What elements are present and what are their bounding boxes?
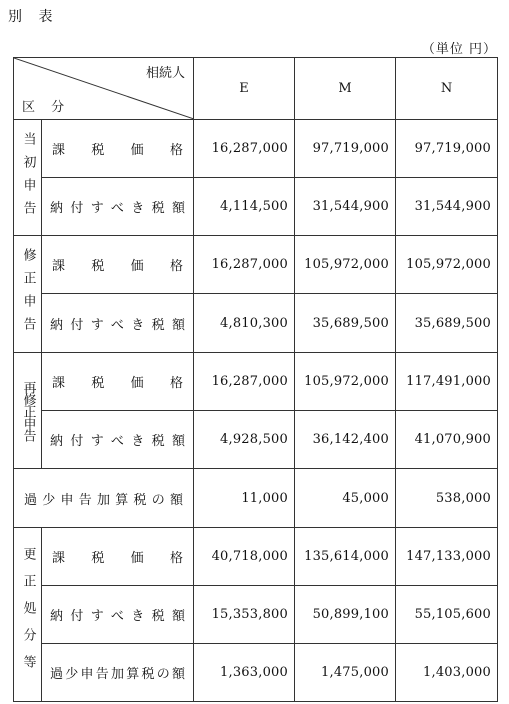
value-cell: 45,000 — [295, 469, 396, 528]
value-cell: 135,614,000 — [295, 528, 396, 586]
document-title: 別 表 — [8, 9, 59, 25]
row-item-label: 課 税 価 格 — [42, 236, 194, 294]
header-heir-label: 相続人 — [145, 66, 185, 81]
value-cell: 41,070,900 — [396, 411, 498, 469]
table-row — [14, 586, 498, 644]
value-cell: 31,544,900 — [396, 178, 498, 236]
row-item-label: 課 税 価 格 — [42, 353, 194, 411]
table-row — [14, 294, 498, 353]
tax-table — [13, 57, 498, 702]
value-cell: 117,491,000 — [396, 353, 498, 411]
value-cell: 4,114,500 — [194, 178, 295, 236]
category-initial-return: 当初申告 — [14, 120, 42, 236]
row-item-label: 過少申告加算税の額 — [14, 469, 194, 528]
row-item-label: 納付すべき税額 — [42, 586, 194, 644]
value-cell: 35,689,500 — [295, 294, 396, 353]
value-cell: 4,810,300 — [194, 294, 295, 353]
row-item-label: 納付すべき税額 — [42, 178, 194, 236]
header-corner-cell — [14, 58, 194, 120]
header-party-e: E — [194, 58, 295, 120]
value-cell: 1,363,000 — [194, 644, 295, 702]
value-cell: 16,287,000 — [194, 120, 295, 178]
table-row — [14, 528, 498, 586]
value-cell: 50,899,100 — [295, 586, 396, 644]
value-cell: 16,287,000 — [194, 353, 295, 411]
value-cell: 1,403,000 — [396, 644, 498, 702]
table-row — [14, 178, 498, 236]
value-cell: 1,475,000 — [295, 644, 396, 702]
category-amended-return: 修正申告 — [14, 236, 42, 353]
table-row — [14, 469, 498, 528]
row-item-label: 過少申告加算税の額 — [42, 644, 194, 702]
table-row — [14, 120, 498, 178]
table-row — [14, 236, 498, 294]
header-party-m: M — [295, 58, 396, 120]
value-cell: 40,718,000 — [194, 528, 295, 586]
header-row — [14, 58, 498, 120]
unit-note: （単位 円） — [421, 42, 497, 57]
value-cell: 97,719,000 — [396, 120, 498, 178]
value-cell: 105,972,000 — [396, 236, 498, 294]
value-cell: 97,719,000 — [295, 120, 396, 178]
value-cell: 35,689,500 — [396, 294, 498, 353]
category-correction: 更正処分等 — [14, 528, 42, 702]
value-cell: 105,972,000 — [295, 353, 396, 411]
value-cell: 16,287,000 — [194, 236, 295, 294]
value-cell: 31,544,900 — [295, 178, 396, 236]
header-category-label: 区 分 — [22, 100, 71, 115]
table-row — [14, 411, 498, 469]
value-cell: 15,353,800 — [194, 586, 295, 644]
header-party-n: N — [396, 58, 498, 120]
row-item-label: 納付すべき税額 — [42, 411, 194, 469]
table-row — [14, 644, 498, 702]
value-cell: 11,000 — [194, 469, 295, 528]
value-cell: 55,105,600 — [396, 586, 498, 644]
row-item-label: 納付すべき税額 — [42, 294, 194, 353]
value-cell: 4,928,500 — [194, 411, 295, 469]
value-cell: 36,142,400 — [295, 411, 396, 469]
value-cell: 538,000 — [396, 469, 498, 528]
value-cell: 147,133,000 — [396, 528, 498, 586]
table-row — [14, 353, 498, 411]
row-item-label: 課 税 価 格 — [42, 528, 194, 586]
row-item-label: 課 税 価 格 — [42, 120, 194, 178]
category-reamended-return: 再修正申告 — [14, 353, 42, 469]
value-cell: 105,972,000 — [295, 236, 396, 294]
